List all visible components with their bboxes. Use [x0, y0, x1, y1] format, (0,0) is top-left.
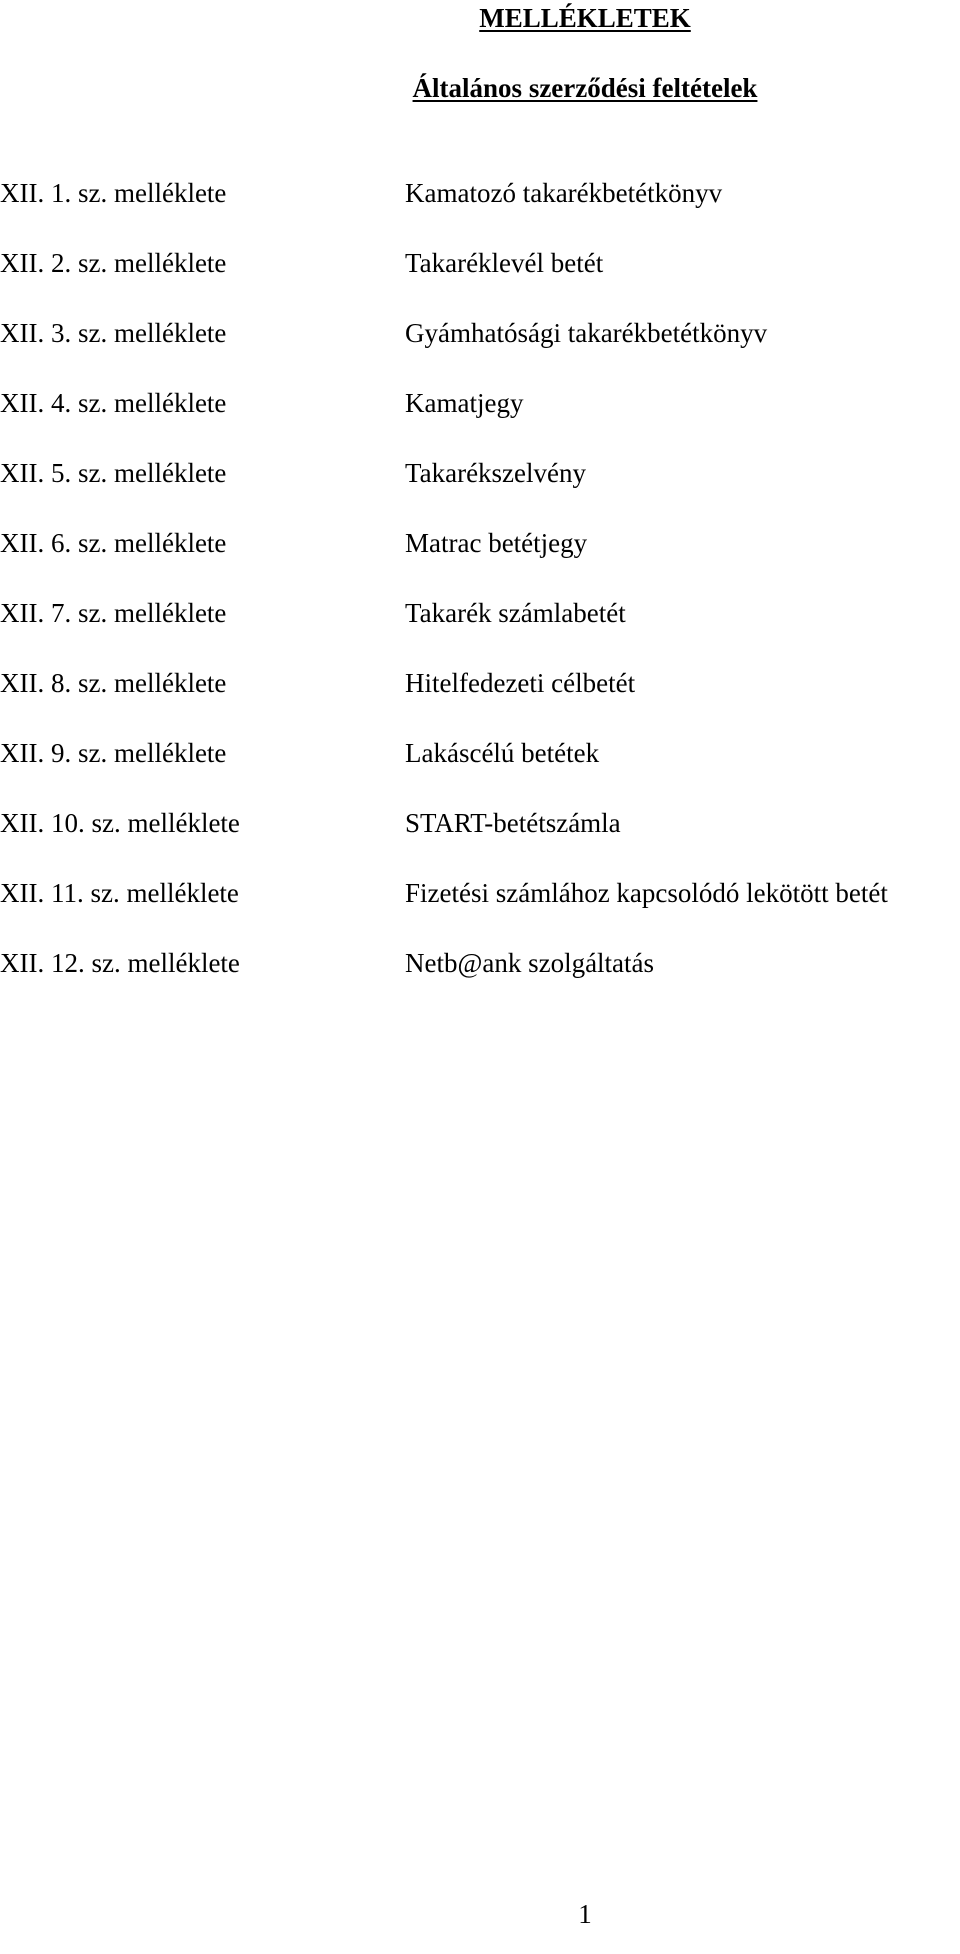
annex-row	[0, 387, 960, 457]
annex-row	[0, 667, 960, 737]
annex-name: Fizetési számlához kapcsolódó lekötött betét	[405, 878, 888, 908]
annex-row	[0, 597, 960, 667]
annex-ref: XII. 7. sz. melléklete	[0, 598, 227, 628]
annex-name: Netb@ank szolgáltatás	[405, 948, 655, 978]
annex-row	[0, 947, 960, 1017]
annex-name: Takaréklevél betét	[405, 248, 604, 278]
annex-ref: XII. 5. sz. melléklete	[0, 458, 227, 488]
annex-row	[0, 317, 960, 387]
annex-row	[0, 247, 960, 317]
annex-ref: XII. 2. sz. melléklete	[0, 248, 227, 278]
annex-list	[0, 177, 960, 1017]
annex-ref: XII. 9. sz. melléklete	[0, 738, 227, 768]
annex-row	[0, 737, 960, 807]
annex-name: Kamatozó takarékbetétkönyv	[405, 178, 723, 208]
annex-ref: XII. 10. sz. melléklete	[0, 808, 240, 838]
annex-row	[0, 877, 960, 947]
annex-name: Takarékszelvény	[405, 458, 587, 488]
annex-name: Gyámhatósági takarékbetétkönyv	[405, 318, 768, 348]
page-subtitle: Általános szerződési feltételek	[412, 73, 758, 103]
annex-ref: XII. 11. sz. melléklete	[0, 878, 239, 908]
annex-name: Kamatjegy	[405, 388, 524, 418]
annex-row	[0, 177, 960, 247]
annex-name: Takarék számlabetét	[405, 598, 626, 628]
annex-name: Matrac betétjegy	[405, 528, 588, 558]
annex-ref: XII. 3. sz. melléklete	[0, 318, 227, 348]
annex-name: START-betétszámla	[405, 808, 621, 838]
annex-name: Hitelfedezeti célbetét	[405, 668, 636, 698]
annex-ref: XII. 8. sz. melléklete	[0, 668, 227, 698]
annex-row	[0, 807, 960, 877]
annex-row	[0, 527, 960, 597]
annex-ref: XII. 1. sz. melléklete	[0, 178, 227, 208]
annex-ref: XII. 4. sz. melléklete	[0, 388, 227, 418]
page-title: MELLÉKLETEK	[479, 3, 691, 33]
annex-row	[0, 457, 960, 527]
annex-name: Lakáscélú betétek	[405, 738, 600, 768]
page-number: 1	[578, 1899, 592, 1929]
annex-ref: XII. 6. sz. melléklete	[0, 528, 227, 558]
annex-ref: XII. 12. sz. melléklete	[0, 948, 240, 978]
